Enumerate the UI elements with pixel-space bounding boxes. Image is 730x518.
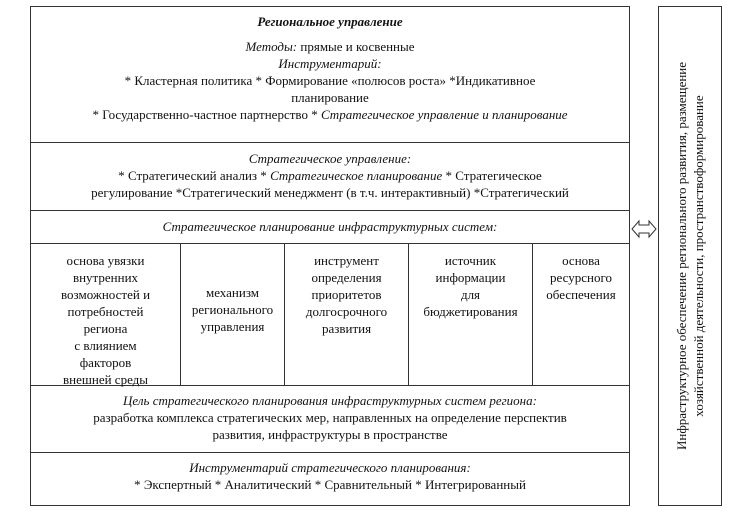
strategic-management-line-2: регулирование *Стратегический менеджмент (в т.ч. интерактивный) *Стратегический	[91, 185, 569, 200]
strategic-management-title: Стратегическое управление:	[248, 151, 412, 166]
planning-tools-title: Инструментарий стратегического планирования:	[189, 460, 471, 475]
side-panel-line-1: Инфраструктурное обеспечение регионального развития, размещение	[674, 61, 689, 451]
infrastructure-planning-section	[31, 211, 629, 244]
side-panel-line-2: хозяйственной деятельности, пространствоформирование	[691, 95, 706, 417]
planning-tools-items: * Экспертный * Аналитический * Сравнительный * Интегрированный	[134, 477, 526, 492]
tools-line-2: планирование	[291, 90, 369, 105]
functions-row	[31, 244, 629, 386]
double-arrow-icon	[631, 218, 657, 240]
function-cell-2: механизм регионального управления	[181, 244, 285, 385]
goal-line-1: разработка комплекса стратегических мер, направленных на определение перспектив	[93, 410, 567, 425]
function-cell-1: основа увязки внутренних возможностей и потребностей региона с влиянием факторов внешней среды	[31, 244, 181, 385]
regional-management-section	[31, 7, 629, 143]
tools-line-3: * Государственно-частное партнерство * Стратегическое управление и планирование	[92, 107, 568, 122]
function-cell-3: инструмент определения приоритетов долгосрочного развития	[285, 244, 409, 385]
planning-tools-section	[31, 453, 629, 507]
strategic-management-section	[31, 143, 629, 211]
function-cell-5: основа ресурсного обеспечения	[546, 253, 616, 302]
diagram-main	[30, 6, 630, 506]
side-panel-text	[673, 16, 707, 496]
function-cell-4: источник информации для бюджетирования	[409, 244, 533, 385]
side-panel	[658, 6, 722, 506]
goal-section	[31, 386, 629, 453]
tools-label: Инструментарий:	[278, 56, 382, 71]
goal-title: Цель стратегического планирования инфраструктурных систем региона:	[123, 393, 537, 408]
tools-line-1: * Кластерная политика * Формирование «полюсов роста» *Индикативное	[124, 73, 536, 88]
goal-line-2: развития, инфраструктуры в пространстве	[212, 427, 448, 442]
regional-management-title: Региональное управление	[257, 14, 403, 29]
methods-line: Методы: прямые и косвенные	[245, 39, 415, 54]
strategic-management-line-1: * Стратегический анализ * Стратегическое планирование * Стратегическое	[118, 168, 542, 183]
infrastructure-planning-title: Стратегическое планирование инфраструктурных систем:	[162, 219, 498, 234]
